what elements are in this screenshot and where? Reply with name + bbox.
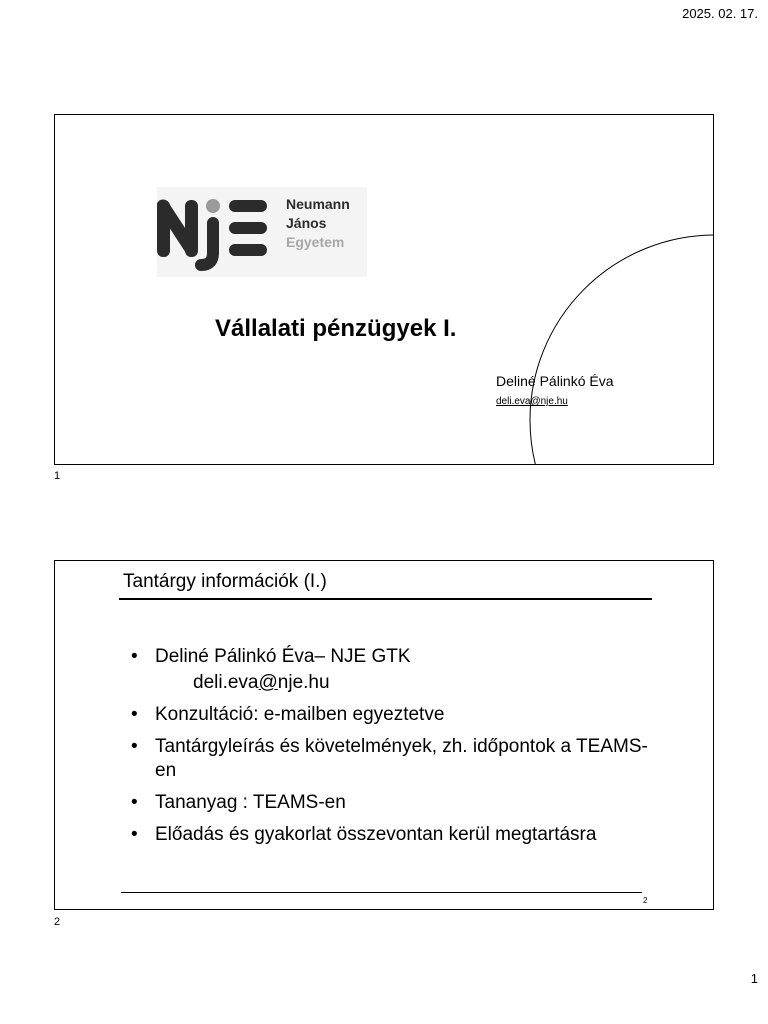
bullet-text: Konzultáció: e-mailben egyeztetve — [155, 704, 445, 725]
list-item — [119, 791, 659, 815]
decorative-arc — [55, 115, 713, 464]
email-at: @ — [258, 672, 278, 693]
bullet-text: Előadás és gyakorlat összevontan kerül megtartásra — [155, 824, 597, 845]
email-suffix: nje.hu — [277, 672, 330, 693]
list-item — [119, 703, 659, 727]
title-underline — [119, 598, 652, 600]
list-item — [119, 645, 659, 669]
slide-1 — [54, 114, 714, 465]
slide-2-title: Tantárgy információk (I.) — [123, 571, 327, 592]
bullet-text: Tantárgyleírás és követelmények, zh. időpontok a TEAMS-en — [155, 736, 648, 781]
bullet-icon: • — [131, 792, 138, 813]
bullet-list — [119, 645, 659, 855]
slide-1-title: Vállalati pénzügyek I. — [215, 315, 457, 342]
email-line — [119, 671, 659, 695]
logo-line-3: Egyetem — [286, 234, 345, 250]
bullet-text: Deliné Pálinkó Éva– NJE GTK — [155, 646, 411, 667]
slide-2-number: 2 — [54, 916, 61, 928]
logo-line-1: Neumann — [286, 196, 350, 212]
nje-logo-mark — [157, 191, 275, 273]
author-email-link[interactable]: deli.eva@nje.hu — [496, 396, 568, 407]
list-item — [119, 823, 659, 847]
author-name: Deliné Pálinkó Éva — [496, 373, 614, 389]
logo-line-2: János — [286, 215, 327, 231]
slide-1-number: 1 — [54, 470, 61, 482]
bullet-icon: • — [131, 736, 138, 757]
bullet-icon: • — [131, 824, 138, 845]
list-item — [119, 735, 659, 783]
slide-2 — [54, 560, 714, 910]
slide-2-inner-number: 2 — [643, 896, 648, 905]
slide-footer-rule — [121, 892, 642, 893]
email-prefix: deli.eva — [193, 672, 259, 693]
page-number: 1 — [750, 971, 758, 986]
university-logo — [157, 187, 367, 277]
bullet-text: Tananyag : TEAMS-en — [155, 792, 346, 813]
bullet-icon: • — [131, 646, 138, 667]
bullet-icon: • — [131, 704, 138, 725]
document-date: 2025. 02. 17. — [682, 6, 758, 21]
